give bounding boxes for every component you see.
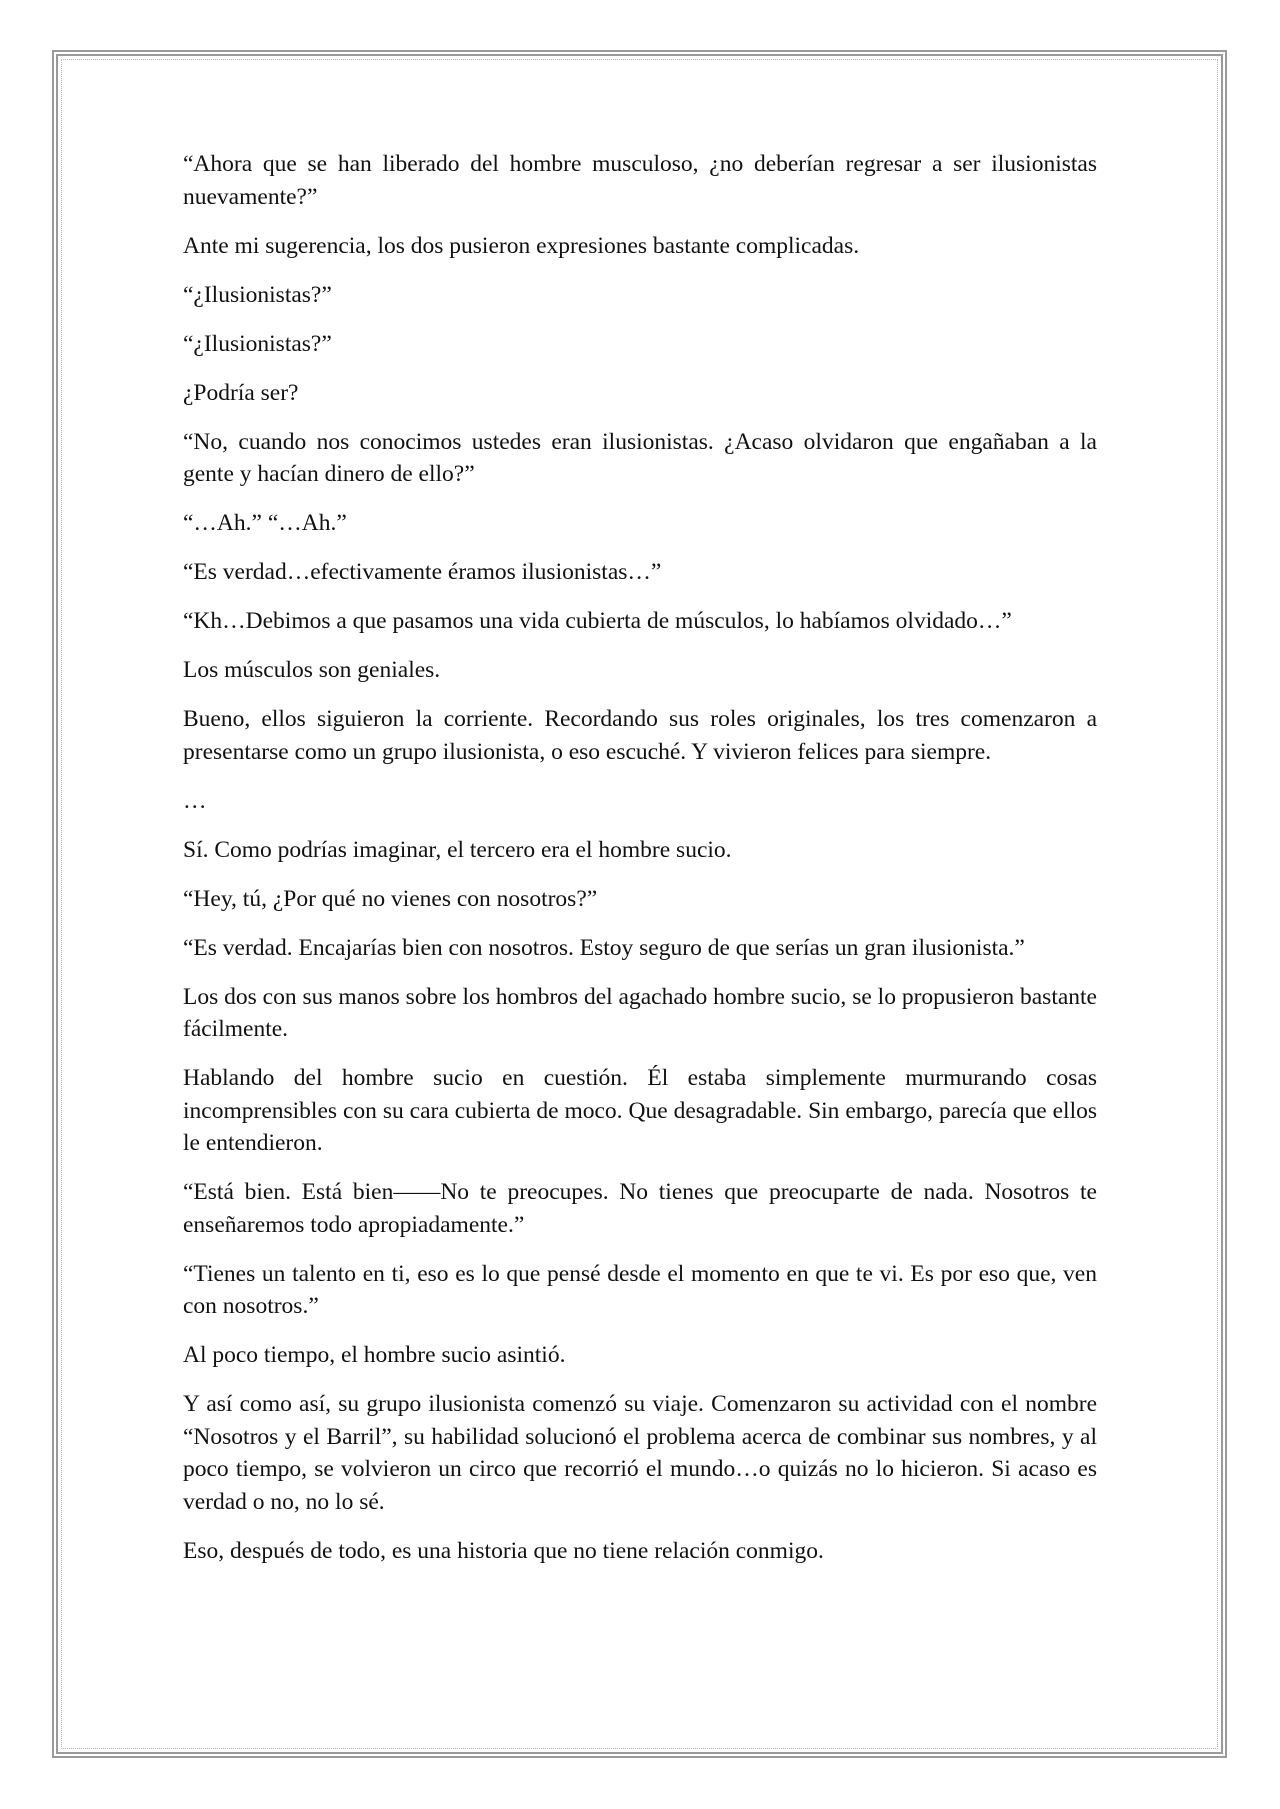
paragraph: Hablando del hombre sucio en cuestión. Él estaba simplemente murmurando cosas incomprensibles con su cara cubierta de moco. Que desagradable. Sin embargo, parecía que ellos le entendieron. bbox=[183, 1065, 1097, 1156]
paragraph: “Hey, tú, ¿Por qué no vienes con nosotros?” bbox=[183, 885, 598, 912]
paragraph: ¿Podría ser? bbox=[183, 379, 299, 406]
paragraph: … bbox=[183, 787, 207, 814]
paragraph: Al poco tiempo, el hombre sucio asintió. bbox=[183, 1342, 566, 1368]
document-body bbox=[183, 148, 1097, 1584]
paragraph: “Ahora que se han liberado del hombre musculoso, ¿no deberían regresar a ser ilusionistas nuevamente?” bbox=[183, 151, 1097, 210]
paragraph: Sí. Como podrías imaginar, el tercero era el hombre sucio. bbox=[183, 836, 732, 863]
paragraph: Los músculos son geniales. bbox=[183, 657, 441, 683]
paragraph: “¿Ilusionistas?” bbox=[183, 281, 332, 308]
paragraph: Los dos con sus manos sobre los hombros del agachado hombre sucio, se lo propusieron bastante fácilmente. bbox=[183, 983, 1097, 1042]
paragraph: “Es verdad. Encajarías bien con nosotros. Estoy seguro de que serías un gran ilusionista.” bbox=[183, 934, 1025, 961]
paragraph: “Está bien. Está bien——No te preocupes. No tienes que preocuparte de nada. Nosotros te enseñaremos todo apropiadamente.” bbox=[183, 1179, 1097, 1238]
paragraph: “¿Ilusionistas?” bbox=[183, 330, 332, 357]
paragraph: “No, cuando nos conocimos ustedes eran ilusionistas. ¿Acaso olvidaron que engañaban a la gente y hacían dinero de ello?” bbox=[183, 428, 1097, 487]
paragraph: Ante mi sugerencia, los dos pusieron expresiones bastante complicadas. bbox=[183, 232, 860, 259]
paragraph: Y así como así, su grupo ilusionista comenzó su viaje. Comenzaron su actividad con el nombre “Nosotros y el Barril”, su habilidad solucionó el problema acerca de combinar sus nombres, y al poco tiempo, se volvieron un circo que recorrió el mundo…o quizás no lo hicieron. Si acaso es verdad o no, no lo sé. bbox=[183, 1391, 1097, 1515]
paragraph: Bueno, ellos siguieron la corriente. Recordando sus roles originales, los tres comenzaron a presentarse como un grupo ilusionista, o eso escuché. Y vivieron felices para siempre. bbox=[183, 706, 1097, 765]
paragraph: “…Ah.” “…Ah.” bbox=[183, 510, 347, 536]
paragraph: “Kh…Debimos a que pasamos una vida cubierta de músculos, lo habíamos olvidado…” bbox=[183, 608, 1012, 634]
paragraph: Eso, después de todo, es una historia que no tiene relación conmigo. bbox=[183, 1537, 824, 1564]
paragraph: “Es verdad…efectivamente éramos ilusionistas…” bbox=[183, 559, 662, 585]
paragraph: “Tienes un talento en ti, eso es lo que pensé desde el momento en que te vi. Es por eso que, ven con nosotros.” bbox=[183, 1260, 1097, 1319]
